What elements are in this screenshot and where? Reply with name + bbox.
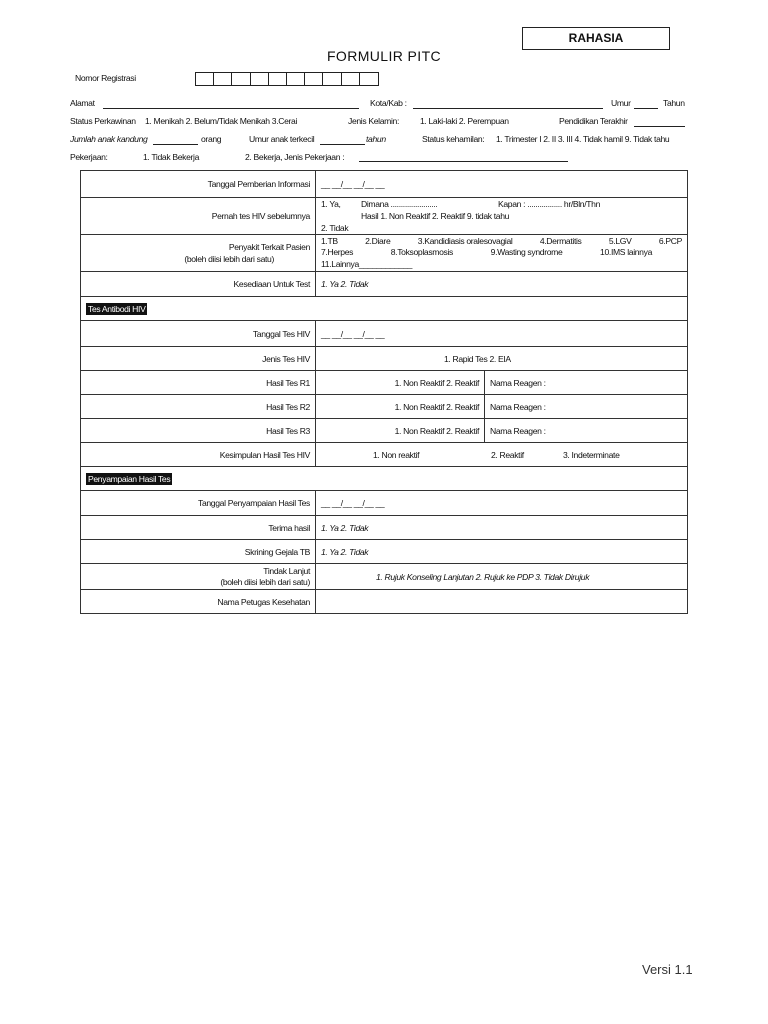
occupation-option-unemployed[interactable]: 1. Tidak Bekerja <box>143 152 200 162</box>
pitc-form-table <box>80 170 688 614</box>
conclusion-options[interactable] <box>316 443 688 467</box>
previous-test-field[interactable] <box>316 198 688 235</box>
section-antibody-test <box>81 297 688 321</box>
disease-option[interactable]: 2.Diare <box>365 235 391 246</box>
children-count-label: Jumlah anak kandung <box>70 134 148 144</box>
table-row <box>81 516 688 540</box>
table-row <box>81 198 688 235</box>
follow-up-title: Tindak Lanjut <box>263 565 310 576</box>
table-row <box>81 272 688 297</box>
r3-options[interactable]: 1. Non Reaktif 2. Reaktif <box>316 419 485 443</box>
education-field[interactable] <box>634 126 685 127</box>
consent-label: Kesediaan Untuk Test <box>81 272 316 297</box>
gender-options[interactable]: 1. Laki-laki 2. Perempuan <box>420 116 509 126</box>
previous-test-no[interactable]: 2. Tidak <box>321 223 349 233</box>
disease-option[interactable]: 7.Herpes <box>321 247 354 258</box>
age-unit: Tahun <box>663 98 685 108</box>
address-field[interactable] <box>103 108 359 109</box>
section-antibody-test-title: Tes Antibodi HIV <box>88 303 146 314</box>
related-disease-note: (boleh diisi lebih dari satu) <box>184 254 274 264</box>
pregnancy-status-label: Status kehamilan: <box>422 134 485 144</box>
r2-options[interactable]: 1. Non Reaktif 2. Reaktif <box>316 395 485 419</box>
r3-reagent[interactable]: Nama Reagen : <box>485 419 688 443</box>
table-row <box>81 443 688 467</box>
table-row <box>81 491 688 516</box>
test-type-label: Jenis Tes HIV <box>81 347 316 371</box>
table-row <box>81 321 688 347</box>
follow-up-note: (boleh diisi lebih dari satu) <box>220 576 310 587</box>
occupation-type-field[interactable] <box>359 161 568 162</box>
r2-label: Hasil Tes R2 <box>81 395 316 419</box>
disease-option[interactable]: 8.Toksoplasmosis <box>390 247 453 258</box>
tb-screening-label: Skrining Gejala TB <box>81 540 316 564</box>
conclusion-label: Kesimpulan Hasil Tes HIV <box>81 443 316 467</box>
test-date-field[interactable]: __ __/__ __/__ __ <box>316 321 688 347</box>
pregnancy-status-options[interactable]: 1. Trimester I 2. II 3. III 4. Tidak hamil 9. Tidak tahu <box>496 134 670 144</box>
education-label: Pendidikan Terakhir <box>559 116 628 126</box>
version-label: Versi 1.1 <box>642 962 693 977</box>
r3-label: Hasil Tes R3 <box>81 419 316 443</box>
conclusion-indeterminate[interactable]: 3. Indeterminate <box>563 449 620 460</box>
disease-option[interactable]: 4.Dermatitis <box>539 235 582 246</box>
r1-options[interactable]: 1. Non Reaktif 2. Reaktif <box>316 371 485 395</box>
table-row <box>81 590 688 614</box>
table-row <box>81 419 688 443</box>
conclusion-reactive[interactable]: 2. Reaktif <box>491 449 524 460</box>
related-disease-options[interactable] <box>316 235 688 272</box>
result-received-options[interactable]: 1. Ya 2. Tidak <box>316 516 688 540</box>
form-title: FORMULIR PITC <box>326 48 442 64</box>
youngest-child-age-label: Umur anak terkecil <box>249 134 315 144</box>
table-row <box>81 347 688 371</box>
children-unit: orang <box>201 134 222 144</box>
health-worker-field[interactable] <box>316 590 688 614</box>
youngest-child-age-field[interactable] <box>320 144 365 145</box>
section-result-delivery-title: Penyampaian Hasil Tes <box>88 473 171 484</box>
address-label: Alamat <box>70 98 95 108</box>
previous-test-yes[interactable]: 1. Ya, <box>321 199 341 209</box>
previous-test-label: Pernah tes HIV sebelumnya <box>81 198 316 235</box>
disease-option[interactable]: 5.LGV <box>608 235 632 246</box>
table-row <box>81 171 688 198</box>
previous-test-where[interactable]: Dimana ....................... <box>361 199 438 209</box>
related-disease-title: Penyakit Terkait Pasien <box>228 242 310 252</box>
consent-options[interactable]: 1. Ya 2. Tidak <box>316 272 688 297</box>
related-disease-label <box>81 235 316 272</box>
r2-reagent[interactable]: Nama Reagen : <box>485 395 688 419</box>
info-date-field[interactable]: __ __/__ __/__ __ <box>316 171 688 198</box>
occupation-option-employed[interactable]: 2. Bekerja, Jenis Pekerjaan : <box>245 152 345 162</box>
disease-option[interactable]: 10.IMS lainnya <box>600 247 652 258</box>
section-result-delivery <box>81 467 688 491</box>
previous-test-result[interactable]: Hasil 1. Non Reaktif 2. Reaktif 9. tidak tahu <box>361 211 510 221</box>
age-field[interactable] <box>634 108 658 109</box>
result-received-label: Terima hasil <box>81 516 316 540</box>
test-type-options[interactable]: 1. Rapid Tes 2. EIA <box>316 347 688 371</box>
children-count-field[interactable] <box>153 144 198 145</box>
disease-option-other[interactable]: 11.Lainnya____________ <box>321 258 413 269</box>
disease-option[interactable]: 6.PCP <box>658 235 682 246</box>
delivery-date-field[interactable]: __ __/__ __/__ __ <box>316 491 688 516</box>
follow-up-options[interactable]: 1. Rujuk Konseling Lanjutan 2. Rujuk ke PDP 3. Tidak Dirujuk <box>316 564 688 590</box>
info-date-label: Tanggal Pemberian Informasi <box>81 171 316 198</box>
youngest-child-age-unit: tahun <box>366 134 386 144</box>
disease-option[interactable]: 3.Kandidiasis oralesovagial <box>417 235 513 246</box>
conclusion-nonreactive[interactable]: 1. Non reaktif <box>373 449 420 460</box>
confidential-label: RAHASIA <box>568 31 624 45</box>
previous-test-when[interactable]: Kapan : ................. hr/Bln/Thn <box>498 199 601 209</box>
gender-label: Jenis Kelamin: <box>348 116 399 126</box>
follow-up-label <box>81 564 316 590</box>
r1-label: Hasil Tes R1 <box>81 371 316 395</box>
registration-label: Nomor Registrasi <box>75 73 136 83</box>
marital-status-label: Status Perkawinan <box>70 116 136 126</box>
confidential-box <box>522 27 670 50</box>
table-row <box>81 540 688 564</box>
table-row <box>81 467 688 491</box>
delivery-date-label: Tanggal Penyampaian Hasil Tes <box>81 491 316 516</box>
tb-screening-options[interactable]: 1. Ya 2. Tidak <box>316 540 688 564</box>
city-label: Kota/Kab : <box>370 98 407 108</box>
table-row <box>81 564 688 590</box>
table-row <box>81 371 688 395</box>
disease-option[interactable]: 9.Wasting syndrome <box>490 247 563 258</box>
test-date-label: Tanggal Tes HIV <box>81 321 316 347</box>
disease-option[interactable]: 1.TB <box>321 235 338 246</box>
registration-number-boxes[interactable] <box>195 72 379 86</box>
table-row <box>81 235 688 272</box>
marital-status-options[interactable]: 1. Menikah 2. Belum/Tidak Menikah 3.Cerai <box>145 116 298 126</box>
age-label: Umur <box>611 98 631 108</box>
table-row <box>81 297 688 321</box>
occupation-label: Pekerjaan: <box>70 152 108 162</box>
city-field[interactable] <box>413 108 603 109</box>
table-row <box>81 395 688 419</box>
r1-reagent[interactable]: Nama Reagen : <box>485 371 688 395</box>
health-worker-label: Nama Petugas Kesehatan <box>81 590 316 614</box>
